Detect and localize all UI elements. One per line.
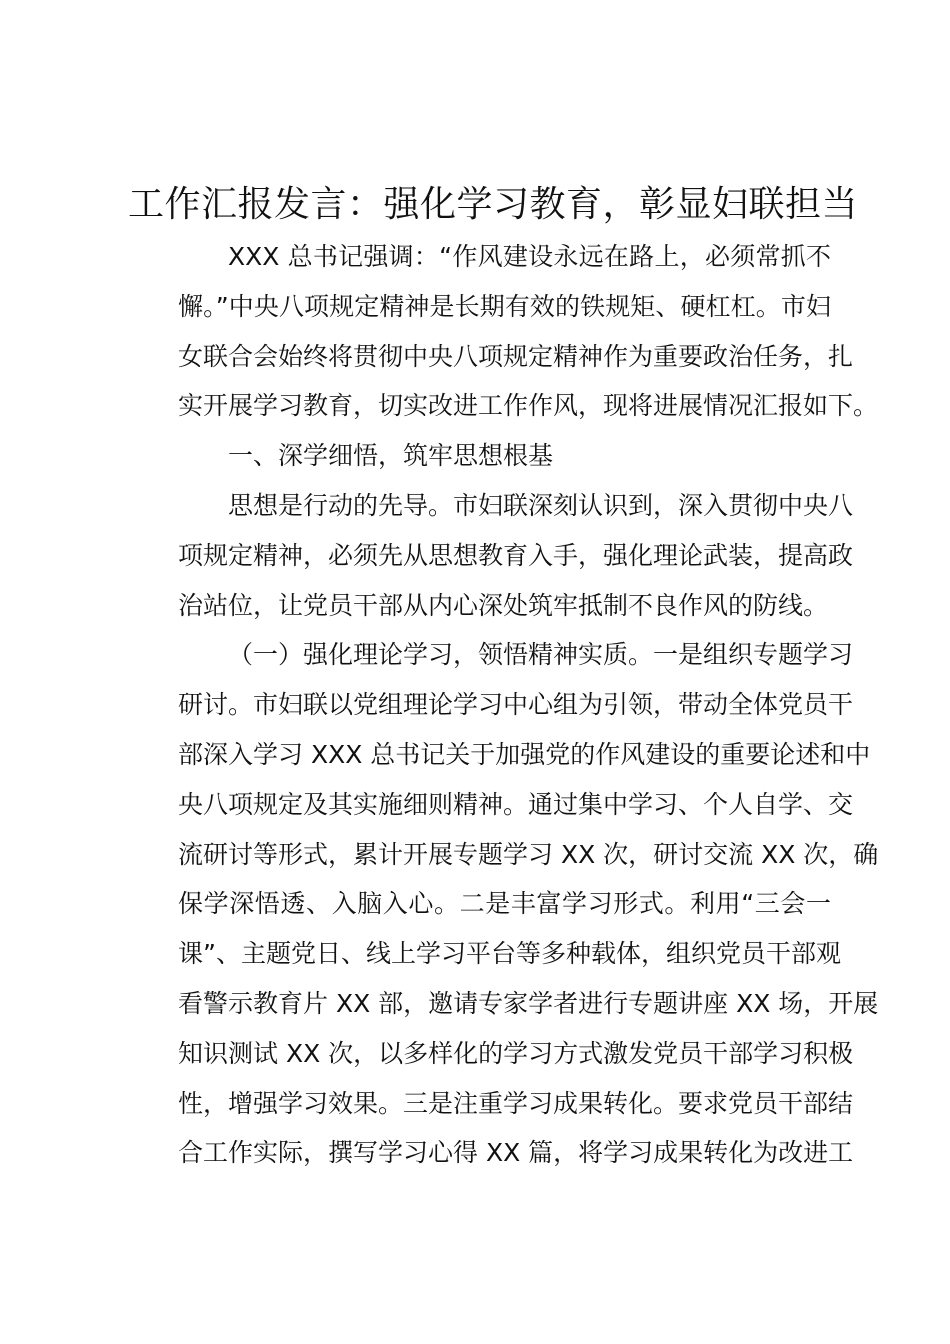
text-line: 合工作实际，撰写学习心得 XX 篇，将学习成果转化为改进工: [178, 1138, 854, 1168]
text-line: 研讨。市妇联以党组理论学习中心组为引领，带动全体党员干: [178, 690, 854, 720]
text-line: 央八项规定及其实施细则精神。通过集中学习、个人自学、交: [178, 789, 854, 819]
text-line: 部深入学习 XXX 总书记关于加强党的作风建设的重要论述和中: [178, 739, 871, 769]
text-line: 治站位，让党员干部从内心深处筑牢抵制不良作风的防线。: [178, 590, 829, 620]
text-line: 性，增强学习效果。三是注重学习成果转化。要求党员干部结: [178, 1088, 854, 1118]
text-line: 一、深学细悟，筑牢思想根基: [228, 441, 554, 471]
text-line: 女联合会始终将贯彻中央八项规定精神作为重要政治任务，扎: [178, 341, 854, 371]
text-line: 流研讨等形式，累计开展专题学习 XX 次，研讨交流 XX 次，确: [178, 839, 879, 869]
paragraph-intro: [128, 232, 879, 431]
text-line: 课”、主题党日、线上学习平台等多种载体，组织党员干部观: [178, 939, 841, 969]
text-line: 保学深悟透、入脑入心。二是丰富学习形式。利用“三会一: [178, 889, 831, 919]
text-line: 思想是行动的先导。市妇联深刻认识到，深入贯彻中央八: [228, 490, 854, 520]
text-line: 懈。”中央八项规定精神是长期有效的铁规矩、硬杠杠。市妇: [178, 291, 831, 321]
text-line: 实开展学习教育，切实改进工作作风，现将进展情况汇报如下。: [178, 391, 879, 421]
document-body: [128, 232, 879, 1178]
paragraph-section-1: [128, 481, 854, 630]
section-heading-1: [128, 431, 831, 481]
text-line: 项规定精神，必须先从思想教育入手，强化理论武装，提高政: [178, 540, 854, 570]
text-line: （一）强化理论学习，领悟精神实质。一是组织专题学习: [228, 640, 854, 670]
text-line: 知识测试 XX 次，以多样化的学习方式激发党员干部学习积极: [178, 1038, 854, 1068]
text-line: XXX 总书记强调：“作风建设永远在路上，必须常抓不: [228, 242, 831, 271]
paragraph-subsection-1: [128, 630, 879, 1178]
text-line: 看警示教育片 XX 部，邀请专家学者进行专题讲座 XX 场，开展: [178, 988, 879, 1018]
document-title: 工作汇报发言：强化学习教育，彰显妇联担当: [128, 184, 859, 225]
